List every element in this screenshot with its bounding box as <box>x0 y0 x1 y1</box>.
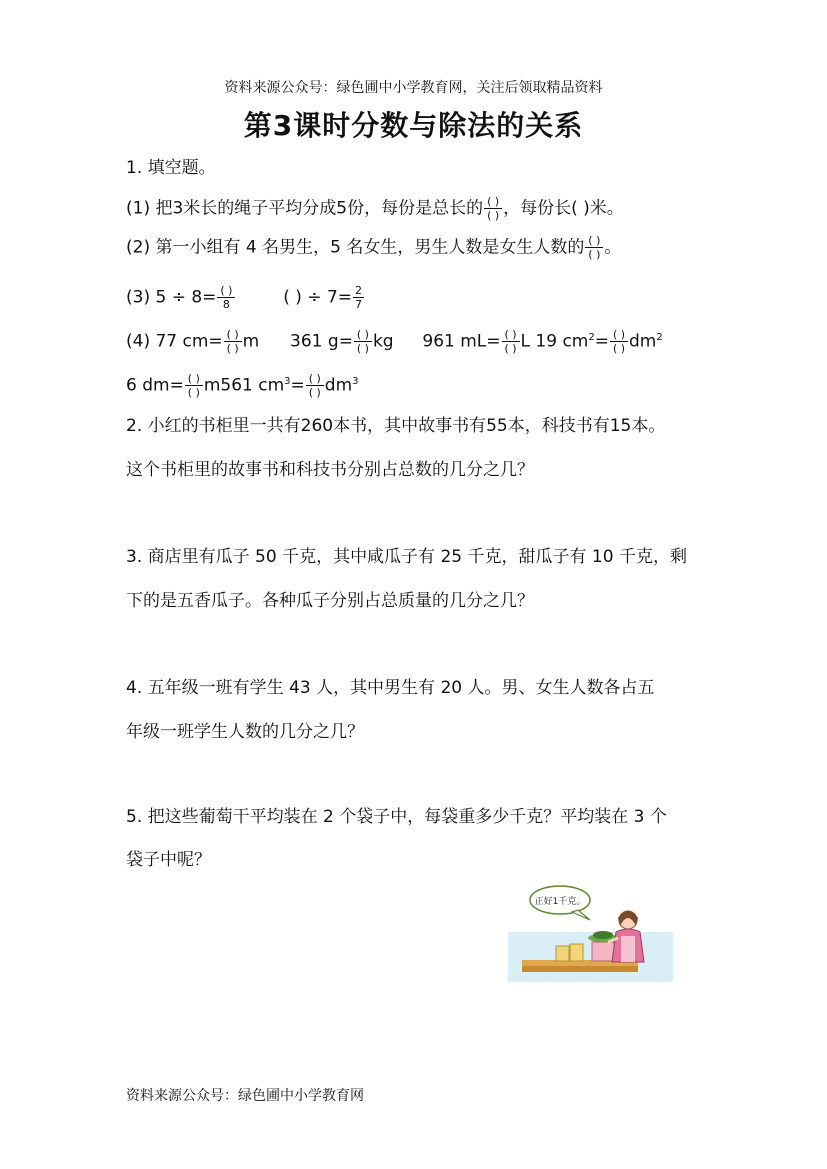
q4-line2: 年级一班学生人数的几分之几？ <box>126 722 364 742</box>
fraction-blank: $\frac{( )}{( )}$ <box>610 329 628 354</box>
q2-line1: 2. 小红的书柜里一共有260本书，其中故事书有55本，科技书有15本。 <box>126 416 666 436</box>
fraction-blank: $\frac{( )}{( )}$ <box>354 329 372 354</box>
q4-line1: 4. 五年级一班有学生 43 人，其中男生有 20 人。男、女生人数各占五 <box>126 678 655 698</box>
fraction-blank-over-8: $\frac{( )}{8}$ <box>217 285 235 310</box>
footer-note: 资料来源公众号：绿色圃中小学教育网 <box>126 1088 364 1104</box>
fraction-blank: $\frac{( )}{( )}$ <box>585 235 603 260</box>
fraction-blank: $\frac{( )}{( )}$ <box>484 196 502 221</box>
q1-part5: 6 dm= $\frac{( )}{( )}$ m561 $cm^3=$ $\frac{( )}{( )}$ $dm^3$ <box>126 372 359 400</box>
q1-part3: (3) 5 ÷ 8= $\frac{( )}{8}$ ( ) ÷ 7= $\frac{2}{7}$ <box>126 284 363 311</box>
q1-part4: (4) 77 cm= $\frac{( )}{( )}$ m 361 g= $\frac{( )}{( )}$ kg 961 mL= $\frac{( )}{( )}$ L 19 $cm^2=$ $\frac{( )}{( )}$ $dm^2$ <box>126 328 663 356</box>
q1-heading: 1. 填空题。 <box>126 158 216 178</box>
fraction-blank: $\frac{( )}{( )}$ <box>185 373 203 398</box>
fraction-blank: $\frac{( )}{( )}$ <box>306 373 324 398</box>
fraction-2-7: $\frac{2}{7}$ <box>355 284 363 311</box>
scale-illustration <box>508 880 673 986</box>
page-title: 第3课时分数与除法的关系 <box>243 109 584 142</box>
fraction-blank: $\frac{( )}{( )}$ <box>502 329 520 354</box>
q5-line1: 5. 把这些葡萄干平均装在 2 个袋子中，每袋重多少千克？平均装在 3 个 <box>126 807 667 827</box>
woman-with-scale-image <box>508 880 673 982</box>
q3-line1: 3. 商店里有瓜子 50 千克，其中咸瓜子有 25 千克，甜瓜子有 10 千克，剩 <box>126 547 687 567</box>
header-note: 资料来源公众号：绿色圃中小学教育网，关注后领取精品资料 <box>224 80 603 96</box>
speech-bubble <box>530 886 590 920</box>
q1-part2: (2) 第一小组有 4 名男生，5 名女生，男生人数是女生人数的 $\frac{( )}{( )}$ 。 <box>126 234 622 261</box>
speech-text: 正好1千克。 <box>534 897 586 907</box>
q5-line2: 袋子中呢？ <box>126 850 211 870</box>
q1-part1: (1) 把3米长的绳子平均分成5份，每份是总长的 $\frac{( )}{( )}$ ，每份长( )米。 <box>126 195 624 222</box>
q3-line2: 下的是五香瓜子。各种瓜子分别占总质量的几分之几？ <box>126 591 534 611</box>
q2-line2: 这个书柜里的故事书和科技书分别占总数的几分之几？ <box>126 460 534 480</box>
fraction-blank: $\frac{( )}{( )}$ <box>224 329 242 354</box>
